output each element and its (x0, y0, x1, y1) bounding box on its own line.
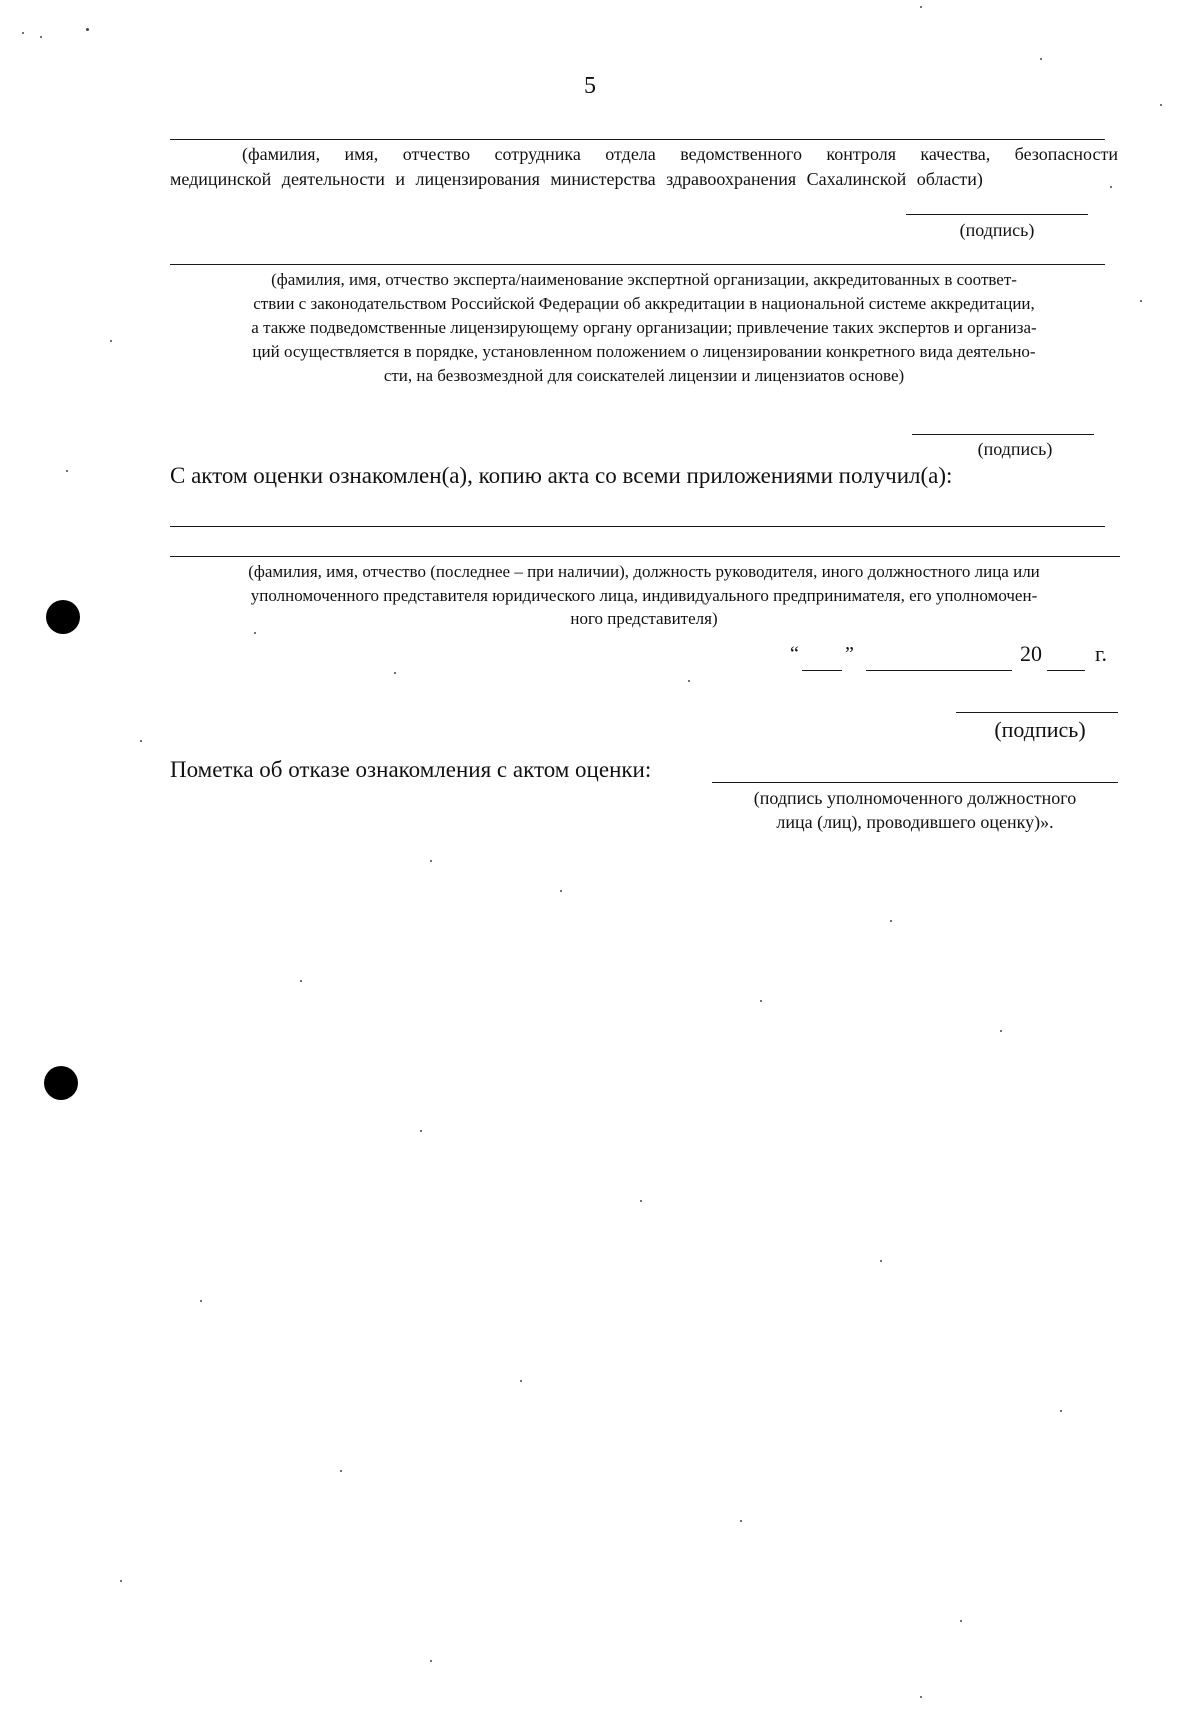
scan-speck (1060, 1410, 1062, 1412)
date-year-line (1047, 670, 1085, 671)
acknowledgement-signature-line (956, 712, 1118, 713)
scan-speck (420, 1130, 422, 1132)
scan-speck (740, 1520, 742, 1522)
scan-speck (120, 1580, 122, 1582)
punch-hole-top (46, 600, 80, 634)
date-year-suffix: г. (1095, 641, 1108, 666)
expert-caption-line-4: ций осуществляется в порядке, установленном положением о лицензировании конкретного вида деятельно- (252, 342, 1036, 361)
scan-speck (688, 680, 690, 682)
scan-speck (22, 32, 24, 34)
employee-signature-line (906, 214, 1088, 215)
scan-speck (140, 740, 142, 742)
scan-speck (86, 28, 89, 31)
scan-speck (880, 1260, 882, 1262)
scan-speck (200, 1300, 202, 1302)
expert-caption-line-3: а также подведомственные лицензирующему органу организации; привлечение таких экспертов и организа- (251, 318, 1037, 337)
expert-caption-line-5: сти, на безвозмездной для соискателей лицензии и лицензиатов основе) (383, 366, 905, 385)
refusal-text: Пометка об отказе ознакомления с актом оценки: (170, 757, 652, 782)
scan-speck (430, 1660, 432, 1662)
scan-speck (920, 6, 922, 8)
scan-speck (66, 470, 68, 472)
employee-caption: (фамилия, имя, отчество сотрудника отдела ведомственного контроля качества, безопасности медицинской деятельности и лицензирования министерства здравоохранения Сахалинской области) (170, 144, 1118, 189)
acknowledgement-caption-line-3: ного представителя) (570, 609, 718, 628)
expert-name-line (170, 264, 1105, 265)
acknowledgement-caption-line-2: уполномоченного представителя юридического лица, индивидуального предпринимателя, его уполномочен- (250, 586, 1038, 605)
acknowledgement-caption-line-1: (фамилия, имя, отчество (последнее – при наличии), должность руководителя, иного должностного лица или (248, 562, 1040, 581)
scan-speck (40, 36, 42, 38)
refusal-caption-line-1: (подпись уполномоченного должностного (753, 788, 1077, 808)
scan-speck (254, 632, 256, 634)
scan-speck (890, 920, 892, 922)
page-number: 5 (584, 73, 596, 99)
scan-speck (1110, 186, 1112, 188)
expert-caption-line-1: (фамилия, имя, отчество эксперта/наименование экспертной организации, аккредитованных в соответ- (271, 270, 1017, 289)
date-month-line (866, 670, 1012, 671)
scan-speck (1040, 58, 1042, 60)
punch-hole-bottom (44, 1066, 78, 1100)
acknowledgement-signature-label: (подпись) (994, 717, 1086, 742)
expert-caption-line-2: ствии с законодательством Российской Федерации об аккредитации в национальной системе аккредитации, (253, 294, 1035, 313)
scan-speck (760, 1000, 762, 1002)
scan-speck (110, 340, 112, 342)
scan-speck (394, 672, 396, 674)
refusal-caption-line-2: лица (лиц), проводившего оценку)». (776, 812, 1054, 832)
scan-speck (960, 1620, 962, 1622)
date-open-quote: “ (790, 643, 799, 665)
scan-speck (920, 1696, 922, 1698)
acknowledgement-line-2 (170, 556, 1120, 557)
scan-speck (1000, 1030, 1002, 1032)
scan-speck (430, 860, 432, 862)
refusal-signature-line (712, 782, 1118, 783)
acknowledgement-text: С актом оценки ознакомлен(а), копию акта со всеми приложениями получил(а): (170, 463, 953, 488)
date-year-prefix: 20 (1020, 641, 1042, 666)
employee-name-line (170, 139, 1105, 140)
expert-signature-label: (подпись) (977, 439, 1053, 459)
scan-speck (1140, 300, 1142, 302)
scan-speck (340, 1470, 342, 1472)
employee-signature-label: (подпись) (959, 220, 1035, 240)
date-day-line (802, 670, 842, 671)
scan-speck (640, 1200, 642, 1202)
date-close-quote: ” (845, 643, 854, 665)
scan-speck (560, 890, 562, 892)
scan-speck (520, 1380, 522, 1382)
acknowledgement-line-1 (170, 526, 1105, 527)
scan-speck (1160, 104, 1162, 106)
scan-speck (300, 980, 302, 982)
expert-signature-line (912, 434, 1094, 435)
